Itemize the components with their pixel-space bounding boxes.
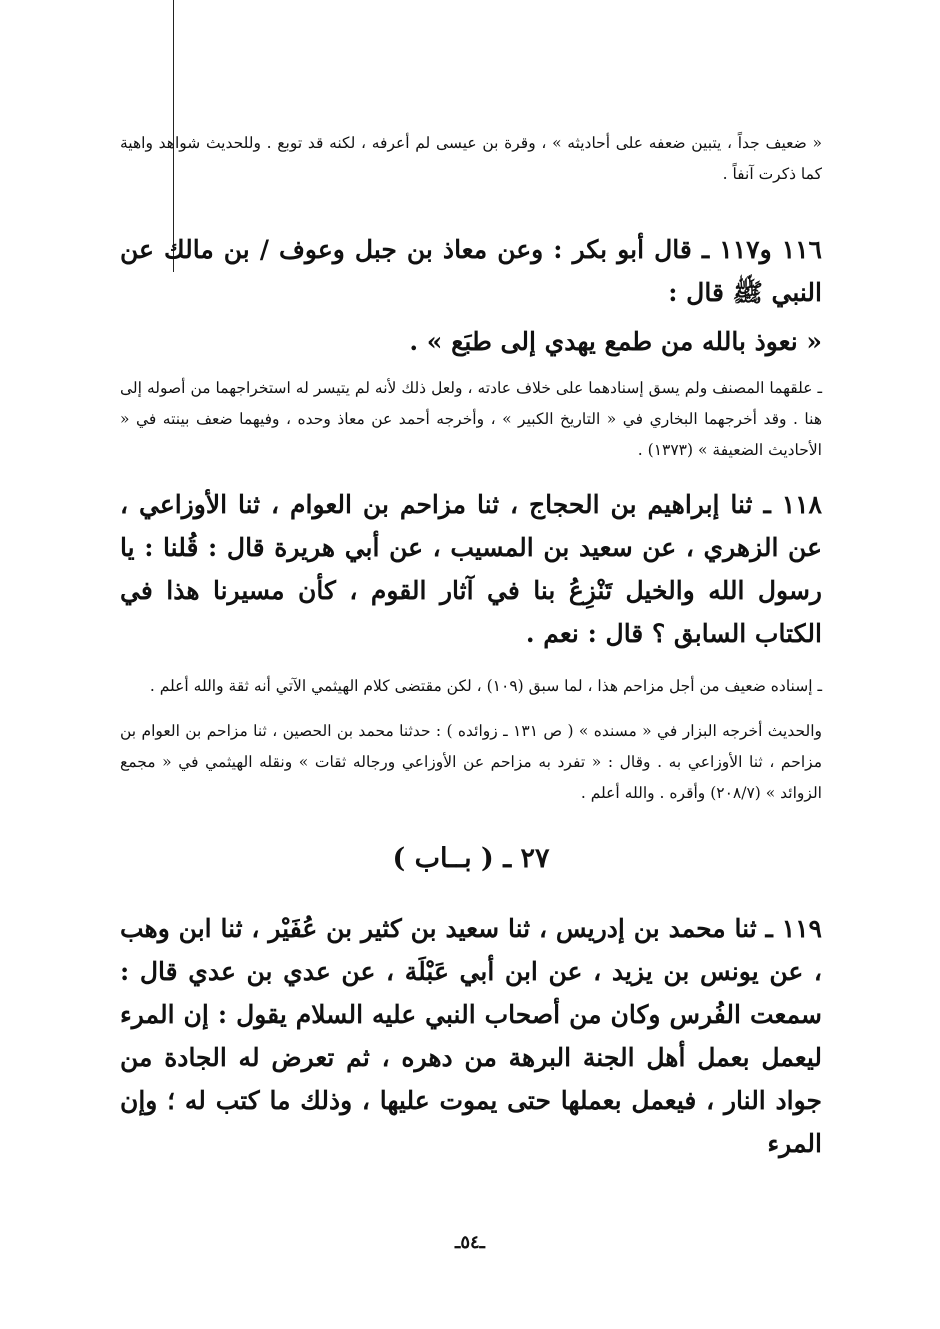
hadith-118-footnote-1: ـ إسناده ضعيف من أجل مزاحم هذا ، لما سبق (١٠٩) ، لكن مقتضى كلام الهيثمي الآتي أنه ثقة والله أعلم .	[149, 677, 822, 695]
footnote-text: « ضعيف جداً ، يتبين ضعفه على أحاديثه » ، وقرة بن عيسى لم أعرفه ، لكنه قد توبع . وللحديث شواهد واهية كما ذكرت آنفاً .	[120, 134, 822, 183]
hadith-119-text: ١١٩ ـ ثنا محمد بن إدريس ، ثنا سعيد بن كثير بن عُفَيْر ، ثنا ابن وهب ، عن يونس بن يزيد ، عن ابن أبي عَبْلَة ، عن عدي بن عدي قال : سمعت الفُرس وكان من أصحاب النبي عليه السلام يقول : إن المرء ليعمل بعمل أهل الجنة البرهة من دهره ، ثم تعرض له الجادة من جواد النار ، فيعمل بعملها حتى يموت عليها ، وذلك ما كتب له ؛ وإن المرء	[120, 914, 822, 1158]
hadith-118-footnote-2: والحديث أخرجه البزار في « مسنده » ( ص ١٣١ ـ زوائده ) : حدثنا محمد بن الحصين ، ثنا مزاحم بن العوام بن مزاحم ، ثنا الأوزاعي به . وقال : « تفرد به مزاحم عن الأوزاعي ورجاله ثقات » ونقله الهيثمي في « مجمع الزوائد » (٢٠٨/٧) وأقره . والله أعلم .	[120, 722, 822, 802]
hadith-116-117-footnote: ـ علقهما المصنف ولم يسق إسنادهما على خلاف عادته ، ولعل ذلك لأنه لم يتيسر له استخراجهما من أصوله إلى هنا . وقد أخرجهما البخاري في « التاريخ الكبير » ، وأخرجه أحمد عن معاذ وحده ، وفيهما ضعف بينته في « الأحاديث الضعيفة » (١٣٧٣) .	[120, 379, 822, 459]
hadith-118-text: ١١٨ ـ ثنا إبراهيم بن الحجاج ، ثنا مزاحم بن العوام ، ثنا الأوزاعي ، عن الزهري ، عن سعيد بن المسيب ، عن أبي هريرة قال : قُلنا : يا رسول الله والخيل تَنْزِعُ بنا في آثار القوم ، كأن مسيرنا هذا في الكتاب السابق ؟ قال : نعم .	[120, 490, 822, 648]
hadith-116-117-quote: « نعوذ بالله من طمع يهدي إلى طبَع » .	[409, 327, 822, 356]
hadith-116-117-text: ١١٦ و١١٧ ـ قال أبو بكر : وعن معاذ بن جبل وعوف / بن مالك عن النبي ﷺ قال :	[120, 235, 822, 307]
page-body	[120, 128, 822, 1165]
chapter-heading: ٢٧ ـ ( بــاب )	[392, 843, 550, 874]
page-number: ـ٥٤ـ	[455, 1232, 485, 1253]
